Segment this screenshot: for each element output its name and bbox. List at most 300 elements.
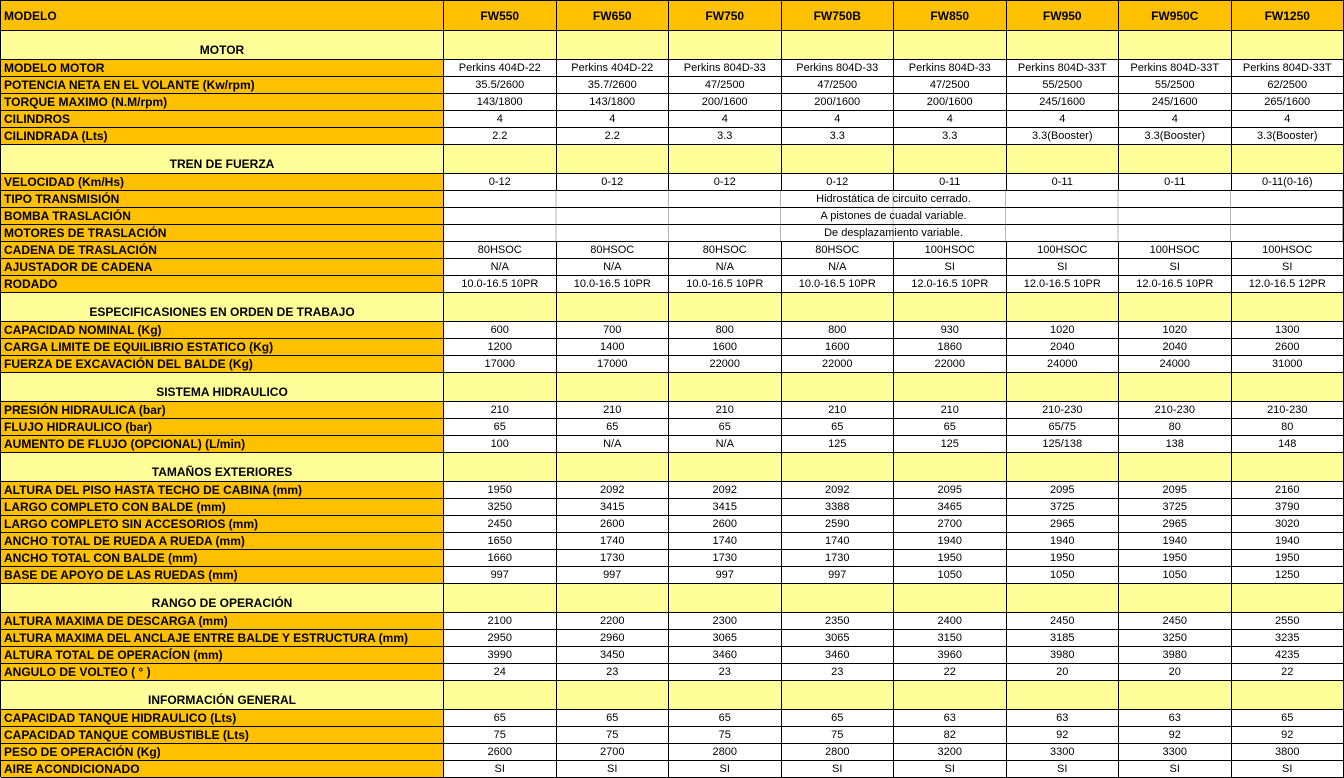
section-spacer-cell[interactable] [1232, 145, 1344, 174]
value-cell[interactable]: 210-230 [1232, 402, 1344, 419]
value-cell[interactable]: 75 [557, 727, 670, 744]
row-label[interactable]: PESO DE OPERACIÓN (Kg) [1, 744, 444, 761]
row-label[interactable]: CILINDROS [1, 111, 444, 128]
value-cell[interactable]: 0-11 [1007, 174, 1120, 191]
value-cell[interactable]: 3200 [894, 744, 1007, 761]
value-cell[interactable]: 1200 [444, 339, 557, 356]
column-header-fw550[interactable]: FW550 [444, 1, 557, 31]
value-cell[interactable]: 1730 [669, 550, 782, 567]
value-cell[interactable]: 143/1800 [444, 94, 557, 111]
value-cell[interactable]: 997 [669, 567, 782, 584]
section-spacer-cell[interactable] [444, 584, 557, 613]
value-cell[interactable]: Perkins 804D-33T [1119, 60, 1232, 77]
value-cell[interactable]: 2550 [1232, 613, 1344, 630]
value-cell[interactable]: 2040 [1007, 339, 1120, 356]
value-cell[interactable]: N/A [782, 259, 895, 276]
value-cell[interactable]: 1600 [669, 339, 782, 356]
value-cell[interactable]: 3300 [1007, 744, 1120, 761]
value-cell[interactable]: 1050 [894, 567, 1007, 584]
section-spacer-cell[interactable] [894, 584, 1007, 613]
value-cell[interactable]: N/A [557, 436, 670, 453]
section-spacer-cell[interactable] [1007, 31, 1120, 60]
section-spacer-cell[interactable] [1119, 584, 1232, 613]
section-spacer-cell[interactable] [782, 681, 895, 710]
value-cell[interactable]: N/A [669, 436, 782, 453]
value-cell[interactable]: 35.7/2600 [557, 77, 670, 94]
value-cell[interactable]: 1950 [1007, 550, 1120, 567]
section-spacer-cell[interactable] [782, 293, 895, 322]
value-cell[interactable]: 80HSOC [444, 242, 557, 259]
value-cell[interactable]: 2300 [669, 613, 782, 630]
value-cell[interactable]: 0-12 [557, 174, 670, 191]
value-cell[interactable]: 1740 [557, 533, 670, 550]
value-cell[interactable]: 47/2500 [894, 77, 1007, 94]
value-cell[interactable]: 3065 [782, 630, 895, 647]
section-spacer-cell[interactable] [669, 373, 782, 402]
value-cell[interactable]: 10.0-16.5 10PR [782, 276, 895, 293]
section-spacer-cell[interactable] [894, 31, 1007, 60]
value-cell[interactable]: 23 [782, 664, 895, 681]
value-cell[interactable]: 3300 [1119, 744, 1232, 761]
value-cell[interactable]: Perkins 804D-33 [894, 60, 1007, 77]
section-spacer-cell[interactable] [669, 293, 782, 322]
section-spacer-cell[interactable] [1232, 373, 1344, 402]
value-cell[interactable]: N/A [557, 259, 670, 276]
value-cell[interactable]: 2450 [444, 516, 557, 533]
value-cell[interactable]: 2960 [557, 630, 670, 647]
value-cell[interactable]: 65 [782, 710, 895, 727]
merged-value-cell[interactable]: A pistones de cuadal variable. [444, 208, 1344, 225]
row-label[interactable]: CAPACIDAD TANQUE COMBUSTIBLE (Lts) [1, 727, 444, 744]
value-cell[interactable]: 210 [669, 402, 782, 419]
value-cell[interactable]: 4 [782, 111, 895, 128]
value-cell[interactable]: 800 [669, 322, 782, 339]
value-cell[interactable]: 2160 [1232, 482, 1344, 499]
value-cell[interactable]: SI [1232, 761, 1344, 778]
value-cell[interactable]: 2092 [782, 482, 895, 499]
value-cell[interactable]: 100HSOC [894, 242, 1007, 259]
value-cell[interactable]: 1020 [1007, 322, 1120, 339]
value-cell[interactable]: 3460 [782, 647, 895, 664]
row-label[interactable]: PRESIÓN HIDRAULICA (bar) [1, 402, 444, 419]
value-cell[interactable]: 997 [557, 567, 670, 584]
value-cell[interactable]: 22000 [669, 356, 782, 373]
section-spacer-cell[interactable] [1119, 373, 1232, 402]
section-spacer-cell[interactable] [1007, 584, 1120, 613]
value-cell[interactable]: 75 [444, 727, 557, 744]
value-cell[interactable]: 2600 [557, 516, 670, 533]
value-cell[interactable]: 600 [444, 322, 557, 339]
row-label[interactable]: CADENA DE TRASLACIÓN [1, 242, 444, 259]
value-cell[interactable]: 1740 [782, 533, 895, 550]
value-cell[interactable]: 3460 [669, 647, 782, 664]
section-spacer-cell[interactable] [1007, 293, 1120, 322]
column-header-modelo[interactable]: MODELO [1, 1, 444, 31]
section-spacer-cell[interactable] [669, 681, 782, 710]
section-spacer-cell[interactable] [444, 373, 557, 402]
value-cell[interactable]: 0-11(0-16) [1232, 174, 1344, 191]
row-label[interactable]: CILINDRADA (Lts) [1, 128, 444, 145]
section-spacer-cell[interactable] [894, 145, 1007, 174]
section-spacer-cell[interactable] [557, 453, 670, 482]
value-cell[interactable]: 23 [669, 664, 782, 681]
value-cell[interactable]: 2092 [557, 482, 670, 499]
row-label[interactable]: BASE DE APOYO DE LAS RUEDAS (mm) [1, 567, 444, 584]
section-title[interactable]: ESPECIFICASIONES EN ORDEN DE TRABAJO [1, 293, 444, 322]
value-cell[interactable]: 100HSOC [1119, 242, 1232, 259]
value-cell[interactable]: 138 [1119, 436, 1232, 453]
section-spacer-cell[interactable] [444, 31, 557, 60]
column-header-fw750b[interactable]: FW750B [782, 1, 895, 31]
value-cell[interactable]: 10.0-16.5 10PR [669, 276, 782, 293]
value-cell[interactable]: 200/1600 [894, 94, 1007, 111]
value-cell[interactable]: 65 [669, 710, 782, 727]
section-spacer-cell[interactable] [1119, 31, 1232, 60]
value-cell[interactable]: 2095 [1007, 482, 1120, 499]
row-label[interactable]: VELOCIDAD (Km/Hs) [1, 174, 444, 191]
row-label[interactable]: TORQUE MAXIMO (N.M/rpm) [1, 94, 444, 111]
value-cell[interactable]: 75 [669, 727, 782, 744]
value-cell[interactable]: 1940 [1232, 533, 1344, 550]
section-spacer-cell[interactable] [1232, 453, 1344, 482]
value-cell[interactable]: 62/2500 [1232, 77, 1344, 94]
row-label[interactable]: ALTURA MAXIMA DE DESCARGA (mm) [1, 613, 444, 630]
value-cell[interactable]: 1020 [1119, 322, 1232, 339]
value-cell[interactable]: 210 [444, 402, 557, 419]
value-cell[interactable]: 12.0-16.5 12PR [1232, 276, 1344, 293]
section-spacer-cell[interactable] [557, 31, 670, 60]
section-spacer-cell[interactable] [557, 681, 670, 710]
value-cell[interactable]: 997 [444, 567, 557, 584]
column-header-fw950[interactable]: FW950 [1007, 1, 1120, 31]
value-cell[interactable]: 3800 [1232, 744, 1344, 761]
value-cell[interactable]: 2950 [444, 630, 557, 647]
value-cell[interactable]: 4 [1119, 111, 1232, 128]
value-cell[interactable]: 17000 [444, 356, 557, 373]
value-cell[interactable]: N/A [444, 259, 557, 276]
value-cell[interactable]: 210 [894, 402, 1007, 419]
value-cell[interactable]: 22 [894, 664, 1007, 681]
value-cell[interactable]: 143/1800 [557, 94, 670, 111]
value-cell[interactable]: SI [1119, 761, 1232, 778]
value-cell[interactable]: 1730 [557, 550, 670, 567]
value-cell[interactable]: 92 [1232, 727, 1344, 744]
column-header-fw750[interactable]: FW750 [669, 1, 782, 31]
value-cell[interactable]: 47/2500 [669, 77, 782, 94]
value-cell[interactable]: 3020 [1232, 516, 1344, 533]
row-label[interactable]: MODELO MOTOR [1, 60, 444, 77]
row-label[interactable]: POTENCIA NETA EN EL VOLANTE (Kw/rpm) [1, 77, 444, 94]
value-cell[interactable]: 3065 [669, 630, 782, 647]
value-cell[interactable]: 2600 [444, 744, 557, 761]
value-cell[interactable]: 4 [1232, 111, 1344, 128]
value-cell[interactable]: 2.2 [557, 128, 670, 145]
section-title[interactable]: TREN DE FUERZA [1, 145, 444, 174]
value-cell[interactable]: 125 [894, 436, 1007, 453]
row-label[interactable]: CARGA LIMITE DE EQUILIBRIO ESTATICO (Kg) [1, 339, 444, 356]
value-cell[interactable]: 17000 [557, 356, 670, 373]
value-cell[interactable]: 2965 [1007, 516, 1120, 533]
value-cell[interactable]: 63 [1007, 710, 1120, 727]
row-label[interactable]: ALTURA DEL PISO HASTA TECHO DE CABINA (mm) [1, 482, 444, 499]
value-cell[interactable]: 2092 [669, 482, 782, 499]
value-cell[interactable]: 4 [557, 111, 670, 128]
value-cell[interactable]: SI [1119, 259, 1232, 276]
value-cell[interactable]: Perkins 804D-33 [782, 60, 895, 77]
value-cell[interactable]: 4 [444, 111, 557, 128]
value-cell[interactable]: 82 [894, 727, 1007, 744]
value-cell[interactable]: 1250 [1232, 567, 1344, 584]
value-cell[interactable]: 3990 [444, 647, 557, 664]
value-cell[interactable]: 3725 [1119, 499, 1232, 516]
section-spacer-cell[interactable] [444, 145, 557, 174]
section-spacer-cell[interactable] [557, 145, 670, 174]
value-cell[interactable]: 1660 [444, 550, 557, 567]
value-cell[interactable]: 24 [444, 664, 557, 681]
value-cell[interactable]: 200/1600 [669, 94, 782, 111]
value-cell[interactable]: 200/1600 [782, 94, 895, 111]
value-cell[interactable]: 10.0-16.5 10PR [444, 276, 557, 293]
section-title[interactable]: MOTOR [1, 31, 444, 60]
value-cell[interactable]: 2600 [1232, 339, 1344, 356]
row-label[interactable]: MOTORES DE TRASLACIÓN [1, 225, 444, 242]
value-cell[interactable]: 65 [444, 710, 557, 727]
value-cell[interactable]: 47/2500 [782, 77, 895, 94]
section-spacer-cell[interactable] [894, 681, 1007, 710]
value-cell[interactable]: 1940 [1119, 533, 1232, 550]
section-spacer-cell[interactable] [557, 373, 670, 402]
value-cell[interactable]: SI [894, 761, 1007, 778]
value-cell[interactable]: 3960 [894, 647, 1007, 664]
value-cell[interactable]: 1940 [894, 533, 1007, 550]
value-cell[interactable]: 80 [1119, 419, 1232, 436]
section-spacer-cell[interactable] [1232, 293, 1344, 322]
value-cell[interactable]: 2700 [557, 744, 670, 761]
section-spacer-cell[interactable] [669, 584, 782, 613]
value-cell[interactable]: 1650 [444, 533, 557, 550]
value-cell[interactable]: 2800 [782, 744, 895, 761]
value-cell[interactable]: 20 [1119, 664, 1232, 681]
value-cell[interactable]: 997 [782, 567, 895, 584]
value-cell[interactable]: 1950 [1232, 550, 1344, 567]
value-cell[interactable]: 2400 [894, 613, 1007, 630]
value-cell[interactable]: 2100 [444, 613, 557, 630]
value-cell[interactable]: 4 [894, 111, 1007, 128]
value-cell[interactable]: 3465 [894, 499, 1007, 516]
section-title[interactable]: INFORMACIÓN GENERAL [1, 681, 444, 710]
row-label[interactable]: AJUSTADOR DE CADENA [1, 259, 444, 276]
value-cell[interactable]: 0-11 [1119, 174, 1232, 191]
section-spacer-cell[interactable] [894, 373, 1007, 402]
value-cell[interactable]: 125/138 [1007, 436, 1120, 453]
section-spacer-cell[interactable] [1119, 681, 1232, 710]
column-header-fw1250[interactable]: FW1250 [1232, 1, 1344, 31]
section-spacer-cell[interactable] [894, 453, 1007, 482]
value-cell[interactable]: 2800 [669, 744, 782, 761]
value-cell[interactable]: 24000 [1119, 356, 1232, 373]
value-cell[interactable]: SI [669, 761, 782, 778]
value-cell[interactable]: 3.3 [782, 128, 895, 145]
row-label[interactable]: ALTURA MAXIMA DEL ANCLAJE ENTRE BALDE Y ESTRUCTURA (mm) [1, 630, 444, 647]
value-cell[interactable]: SI [782, 761, 895, 778]
section-spacer-cell[interactable] [444, 293, 557, 322]
value-cell[interactable]: 92 [1119, 727, 1232, 744]
value-cell[interactable]: Perkins 804D-33T [1232, 60, 1344, 77]
value-cell[interactable]: 0-12 [444, 174, 557, 191]
value-cell[interactable]: 4235 [1232, 647, 1344, 664]
row-label[interactable]: FUERZA DE EXCAVACIÓN DEL BALDE (Kg) [1, 356, 444, 373]
value-cell[interactable]: 210-230 [1119, 402, 1232, 419]
value-cell[interactable]: 65 [1232, 710, 1344, 727]
value-cell[interactable]: 3388 [782, 499, 895, 516]
value-cell[interactable]: Perkins 804D-33 [669, 60, 782, 77]
section-spacer-cell[interactable] [782, 373, 895, 402]
value-cell[interactable]: 3.3(Booster) [1232, 128, 1344, 145]
section-spacer-cell[interactable] [669, 453, 782, 482]
section-spacer-cell[interactable] [669, 31, 782, 60]
value-cell[interactable]: 0-12 [669, 174, 782, 191]
value-cell[interactable]: 1940 [1007, 533, 1120, 550]
section-spacer-cell[interactable] [557, 293, 670, 322]
section-spacer-cell[interactable] [1232, 31, 1344, 60]
section-spacer-cell[interactable] [782, 584, 895, 613]
row-label[interactable]: ALTURA TOTAL DE OPERACÍON (mm) [1, 647, 444, 664]
value-cell[interactable]: 3.3(Booster) [1007, 128, 1120, 145]
value-cell[interactable]: 23 [557, 664, 670, 681]
value-cell[interactable]: 3250 [444, 499, 557, 516]
value-cell[interactable]: 210-230 [1007, 402, 1120, 419]
value-cell[interactable]: 2450 [1007, 613, 1120, 630]
value-cell[interactable]: 3415 [669, 499, 782, 516]
value-cell[interactable]: 80HSOC [557, 242, 670, 259]
value-cell[interactable]: 2095 [1119, 482, 1232, 499]
column-header-fw650[interactable]: FW650 [557, 1, 670, 31]
value-cell[interactable]: 1050 [1007, 567, 1120, 584]
value-cell[interactable]: 75 [782, 727, 895, 744]
row-label[interactable]: AUMENTO DE FLUJO (OPCIONAL) (L/min) [1, 436, 444, 453]
section-spacer-cell[interactable] [782, 145, 895, 174]
value-cell[interactable]: 3235 [1232, 630, 1344, 647]
value-cell[interactable]: 12.0-16.5 10PR [1007, 276, 1120, 293]
value-cell[interactable]: 65 [444, 419, 557, 436]
value-cell[interactable]: SI [1232, 259, 1344, 276]
value-cell[interactable]: 2700 [894, 516, 1007, 533]
value-cell[interactable]: 22000 [894, 356, 1007, 373]
value-cell[interactable]: 1860 [894, 339, 1007, 356]
value-cell[interactable]: 22 [1232, 664, 1344, 681]
value-cell[interactable]: 2600 [669, 516, 782, 533]
value-cell[interactable]: 800 [782, 322, 895, 339]
section-spacer-cell[interactable] [1232, 681, 1344, 710]
section-spacer-cell[interactable] [782, 453, 895, 482]
value-cell[interactable]: 1950 [444, 482, 557, 499]
value-cell[interactable]: Perkins 404D-22 [444, 60, 557, 77]
value-cell[interactable]: 125 [782, 436, 895, 453]
value-cell[interactable]: 245/1600 [1119, 94, 1232, 111]
row-label[interactable]: CAPACIDAD TANQUE HIDRAULICO (Lts) [1, 710, 444, 727]
value-cell[interactable]: 55/2500 [1119, 77, 1232, 94]
row-label[interactable]: ANCHO TOTAL CON BALDE (mm) [1, 550, 444, 567]
row-label[interactable]: AIRE ACONDICIONADO [1, 761, 444, 778]
value-cell[interactable]: 210 [557, 402, 670, 419]
section-spacer-cell[interactable] [1007, 145, 1120, 174]
value-cell[interactable]: 0-12 [782, 174, 895, 191]
value-cell[interactable]: 20 [1007, 664, 1120, 681]
value-cell[interactable]: 700 [557, 322, 670, 339]
value-cell[interactable]: N/A [669, 259, 782, 276]
row-label[interactable]: TIPO TRANSMISIÓN [1, 191, 444, 208]
value-cell[interactable]: 65 [894, 419, 1007, 436]
value-cell[interactable]: 1950 [1119, 550, 1232, 567]
value-cell[interactable]: 3725 [1007, 499, 1120, 516]
value-cell[interactable]: 245/1600 [1007, 94, 1120, 111]
section-title[interactable]: TAMAÑOS EXTERIORES [1, 453, 444, 482]
value-cell[interactable]: 3415 [557, 499, 670, 516]
section-spacer-cell[interactable] [1119, 293, 1232, 322]
value-cell[interactable]: 3185 [1007, 630, 1120, 647]
value-cell[interactable]: Perkins 804D-33T [1007, 60, 1120, 77]
section-title[interactable]: SISTEMA HIDRAULICO [1, 373, 444, 402]
value-cell[interactable]: 65 [557, 710, 670, 727]
value-cell[interactable]: 80HSOC [669, 242, 782, 259]
value-cell[interactable]: 3980 [1007, 647, 1120, 664]
row-label[interactable]: LARGO COMPLETO SIN ACCESORIOS (mm) [1, 516, 444, 533]
value-cell[interactable]: 65 [557, 419, 670, 436]
value-cell[interactable]: 1050 [1119, 567, 1232, 584]
value-cell[interactable]: 4 [669, 111, 782, 128]
value-cell[interactable]: 0-11 [894, 174, 1007, 191]
value-cell[interactable]: 1600 [782, 339, 895, 356]
row-label[interactable]: ANGULO DE VOLTEO ( ° ) [1, 664, 444, 681]
value-cell[interactable]: 35.5/2600 [444, 77, 557, 94]
value-cell[interactable]: 148 [1232, 436, 1344, 453]
value-cell[interactable]: 24000 [1007, 356, 1120, 373]
column-header-fw850[interactable]: FW850 [894, 1, 1007, 31]
value-cell[interactable]: 1730 [782, 550, 895, 567]
value-cell[interactable]: 3980 [1119, 647, 1232, 664]
section-spacer-cell[interactable] [1232, 584, 1344, 613]
section-spacer-cell[interactable] [782, 31, 895, 60]
value-cell[interactable]: SI [444, 761, 557, 778]
value-cell[interactable]: 1950 [894, 550, 1007, 567]
value-cell[interactable]: 3250 [1119, 630, 1232, 647]
value-cell[interactable]: 80 [1232, 419, 1344, 436]
section-spacer-cell[interactable] [1007, 453, 1120, 482]
row-label[interactable]: RODADO [1, 276, 444, 293]
value-cell[interactable]: 2965 [1119, 516, 1232, 533]
row-label[interactable]: CAPACIDAD NOMINAL (Kg) [1, 322, 444, 339]
section-spacer-cell[interactable] [444, 681, 557, 710]
value-cell[interactable]: 2095 [894, 482, 1007, 499]
row-label[interactable]: FLUJO HIDRAULICO (bar) [1, 419, 444, 436]
value-cell[interactable]: 1400 [557, 339, 670, 356]
value-cell[interactable]: 65 [782, 419, 895, 436]
section-spacer-cell[interactable] [444, 453, 557, 482]
value-cell[interactable]: 1740 [669, 533, 782, 550]
row-label[interactable]: LARGO COMPLETO CON BALDE (mm) [1, 499, 444, 516]
value-cell[interactable]: 3.3(Booster) [1119, 128, 1232, 145]
value-cell[interactable]: 92 [1007, 727, 1120, 744]
section-spacer-cell[interactable] [557, 584, 670, 613]
value-cell[interactable]: SI [557, 761, 670, 778]
value-cell[interactable]: 100 [444, 436, 557, 453]
value-cell[interactable]: 2450 [1119, 613, 1232, 630]
value-cell[interactable]: 65/75 [1007, 419, 1120, 436]
section-title[interactable]: RANGO DE OPERACIÓN [1, 584, 444, 613]
row-label[interactable]: BOMBA TRASLACIÓN [1, 208, 444, 225]
value-cell[interactable]: 210 [782, 402, 895, 419]
value-cell[interactable]: 2200 [557, 613, 670, 630]
